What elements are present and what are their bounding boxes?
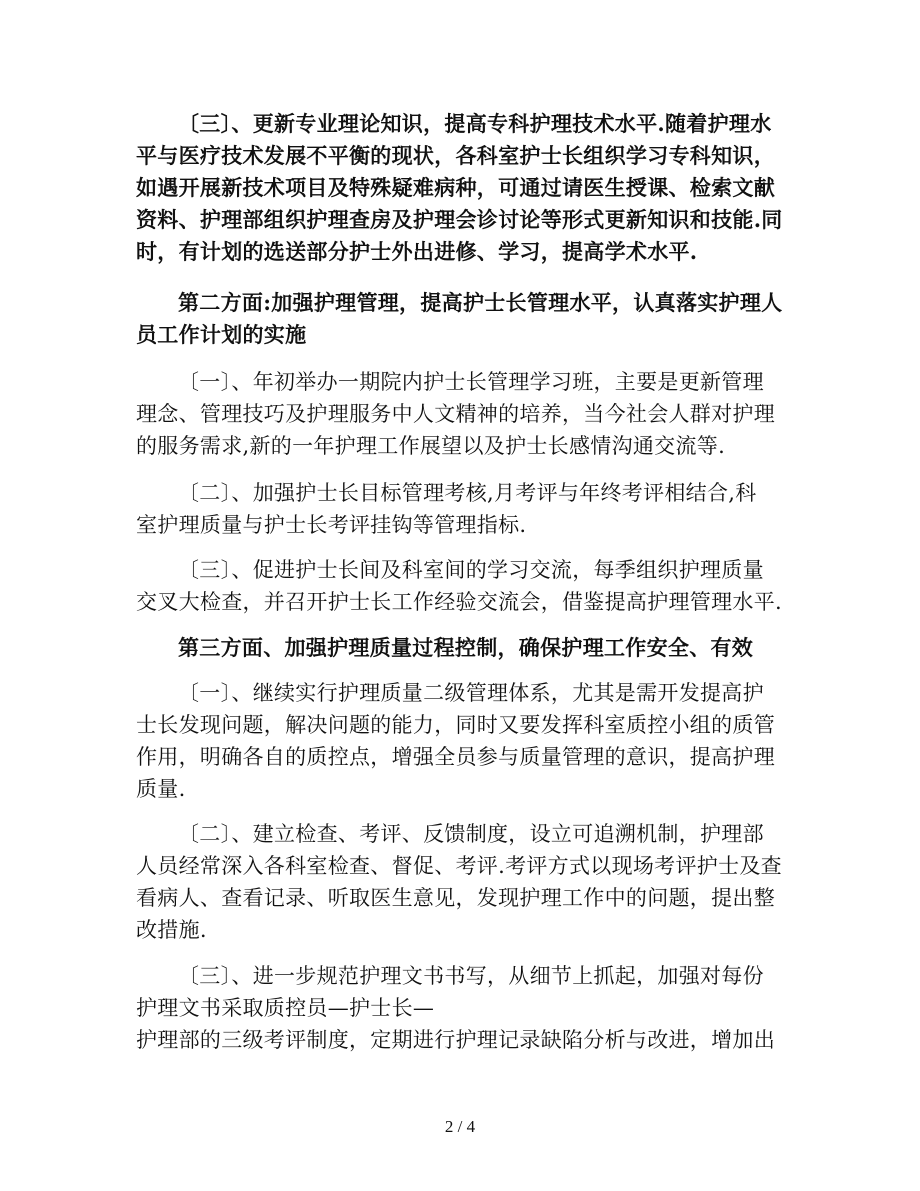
text-line: 如遇开展新技术项目及特殊疑难病种，可通过请医生授课、检索文献: [136, 175, 775, 200]
text-line: 〔二〕、加强护士长目标管理考核,月考评与年终考评相结合,科: [178, 481, 757, 505]
text-line: 〔三〕、更新专业理论知识，提高专科护理技术水平.随着护理水: [178, 111, 772, 136]
text-line: 作用，明确各自的质控点，增强全员参与质量管理的意识，提高护理: [136, 745, 775, 769]
text-line: 〔一〕、继续实行护理质量二级管理体系，尤其是需开发提高护: [178, 681, 764, 705]
paragraph-skill-update: [136, 108, 786, 268]
text-line: 的服务需求,新的一年护理工作展望以及护士长感情沟通交流等.: [136, 434, 726, 458]
paragraph-2-1: [136, 366, 786, 462]
text-line: 第三方面、加强护理质量过程控制，确保护理工作安全、有效: [178, 635, 754, 660]
text-line: 〔三〕、促进护士长间及科室间的学习交流，每季组织护理质量: [178, 558, 764, 582]
paragraph-2-3: [136, 554, 786, 618]
paragraph-3-1: [136, 677, 786, 805]
page-number: 2 / 4: [444, 1117, 476, 1136]
text-line: 护理文书采取质控员—护士长—: [136, 996, 435, 1020]
text-line: 理念、管理技巧及护理服务中人文精神的培养，当今社会人群对护理: [136, 402, 775, 426]
text-line: 质量.: [136, 777, 186, 801]
paragraph-3-3: [136, 960, 786, 1056]
text-line: 〔三〕、进一步规范护理文书书写，从细节上抓起，加强对每份: [178, 964, 764, 988]
text-line: 资料、护理部组织护理查房及护理会诊讨论等形式更新知识和技能.同: [136, 207, 783, 232]
text-line: 〔一〕、年初举办一期院内护士长管理学习班，主要是更新管理: [178, 370, 764, 394]
text-line: 第二方面:加强护理管理，提高护士长管理水平，认真落实护理人: [178, 290, 783, 315]
section-heading-3: [136, 632, 786, 664]
text-line: 员工作计划的实施: [136, 322, 307, 347]
text-line: 时，有计划的选送部分护士外出进修、学习，提高学术水平.: [136, 239, 698, 264]
text-line: 平与医疗技术发展不平衡的现状，各科室护士长组织学习专科知识，: [136, 143, 775, 168]
text-line: 交叉大检查，并召开护士长工作经验交流会，借鉴提高护理管理水平.: [136, 590, 782, 614]
text-line: 人员经常深入各科室检查、督促、考评.考评方式以现场考评护士及查: [136, 854, 782, 878]
text-line: 护理部的三级考评制度，定期进行护理记录缺陷分析与改进，增加出: [136, 1028, 775, 1052]
paragraph-3-2: [136, 818, 786, 946]
paragraph-2-2: [136, 477, 786, 541]
text-line: 〔二〕、建立检查、考评、反馈制度，设立可追溯机制，护理部: [178, 822, 764, 846]
text-line: 看病人、查看记录、听取医生意见，发现护理工作中的问题，提出整: [136, 886, 775, 910]
text-line: 改措施.: [136, 918, 207, 942]
section-heading-2: [136, 287, 786, 351]
text-line: 室护理质量与护士长考评挂钩等管理指标.: [136, 513, 527, 537]
text-line: 士长发现问题，解决问题的能力，同时又要发挥科室质控小组的质管: [136, 713, 775, 737]
